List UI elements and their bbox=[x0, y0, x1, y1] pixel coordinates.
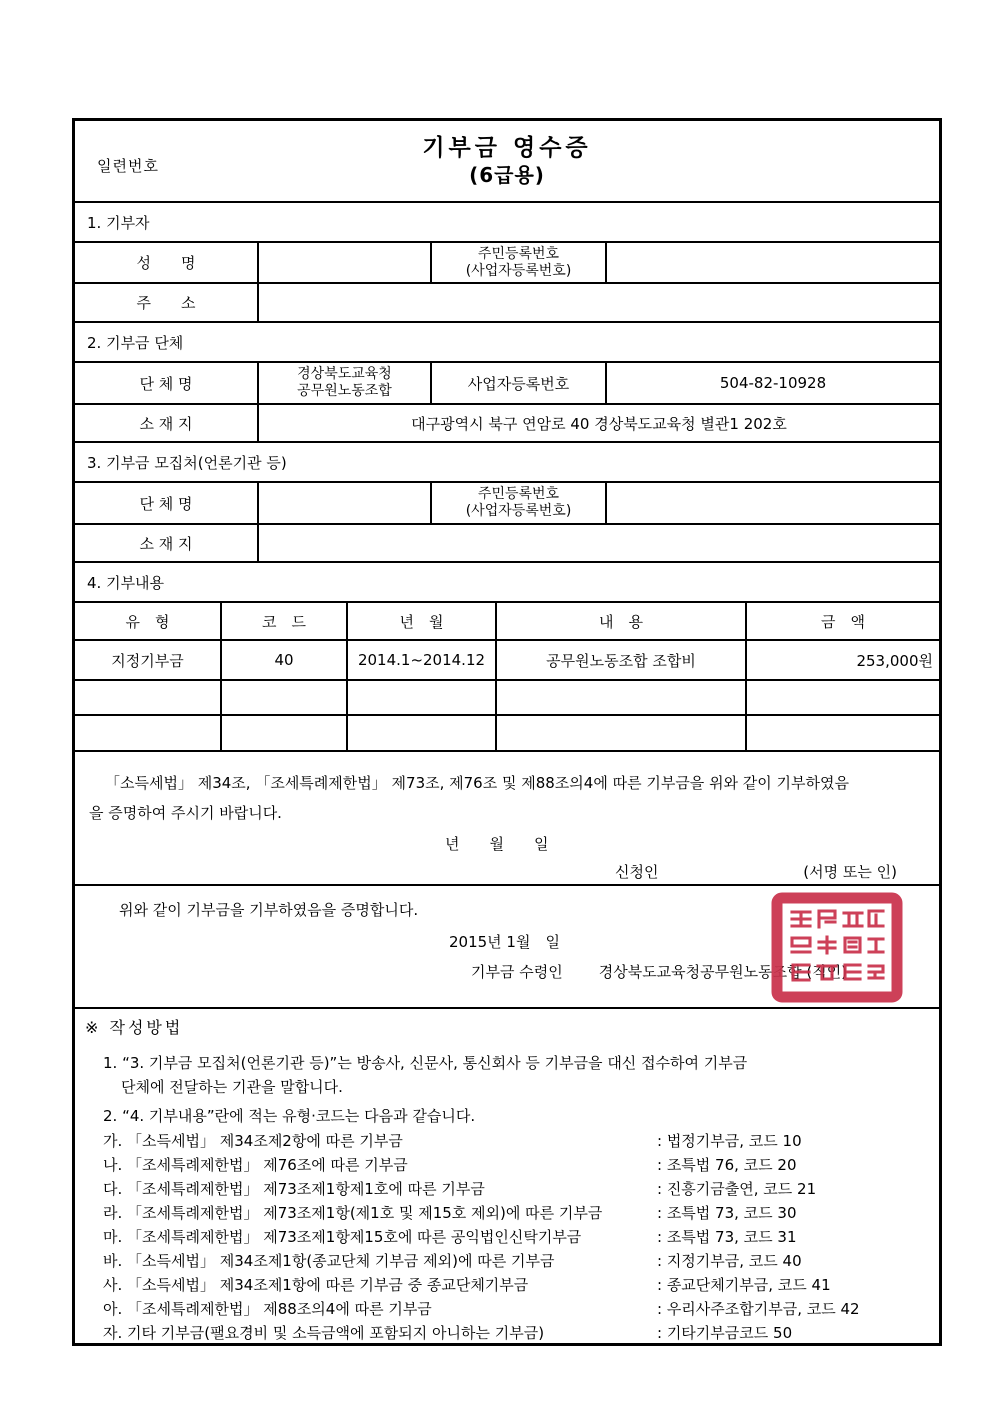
recipient-value: 경상북도교육청공무원노동조합 (직인) bbox=[598, 963, 848, 981]
form-title: 기부금 영수증 bbox=[422, 135, 592, 162]
donor-id-label: 주민등록번호 (사업자등록번호) bbox=[430, 243, 605, 282]
organization-bizno-label: 사업자등록번호 bbox=[430, 363, 605, 403]
organization-name-value: 경상북도교육청 공무원노동조합 bbox=[257, 363, 430, 403]
detail-code: 40 bbox=[220, 641, 346, 679]
organization-name-row bbox=[75, 363, 939, 405]
collector-address-label: 소 재 지 bbox=[139, 534, 193, 553]
col-header-type: 유 형 bbox=[125, 612, 170, 631]
table-row bbox=[75, 716, 939, 752]
official-seal-stamp-icon bbox=[769, 891, 905, 1004]
table-row bbox=[75, 641, 939, 681]
donor-id-value bbox=[605, 243, 939, 282]
certification-statement: 위와 같이 기부금을 기부하였음을 증명합니다. bbox=[119, 901, 419, 919]
table-row bbox=[75, 681, 939, 716]
col-header-amount: 금 액 bbox=[745, 603, 939, 639]
detail-amount: 253,000원 bbox=[745, 641, 939, 679]
section-collector-heading: 3. 기부금 모집처(언론기관 등) bbox=[75, 443, 939, 483]
applicant-sign-row bbox=[75, 856, 939, 884]
collector-address-row bbox=[75, 525, 939, 563]
applicant-label: 신청인 bbox=[615, 863, 659, 881]
section-organization-heading: 2. 기부금 단체 bbox=[75, 323, 939, 363]
request-statement-line1: 「소득세법」 제34조, 「조세특례제한법」 제73조, 제76조 및 제88조의4에 따른 기부금을 위와 같이 기부하였음 bbox=[105, 774, 850, 792]
donor-address-label: 주 소 bbox=[136, 294, 196, 312]
donation-receipt-form bbox=[72, 118, 942, 1346]
details-header-row bbox=[75, 603, 939, 641]
collector-name-value bbox=[257, 483, 430, 523]
detail-type: 지정기부금 bbox=[111, 651, 184, 670]
recipient-label: 기부금 수령인 bbox=[471, 963, 563, 981]
donor-address-row bbox=[75, 284, 939, 323]
col-header-period: 년 월 bbox=[346, 603, 495, 639]
note-item-1-line1: 1. “3. 기부금 모집처(언론기관 등)”는 방송사, 신문사, 통신회사 등 기부금을 대신 접수하여 기부금 bbox=[103, 1054, 748, 1072]
collector-id-label: 주민등록번호 (사업자등록번호) bbox=[430, 483, 605, 523]
section-donor-heading: 1. 기부자 bbox=[75, 203, 939, 243]
detail-period: 2014.1~2014.12 bbox=[346, 641, 495, 679]
col-header-content: 내 용 bbox=[495, 603, 745, 639]
form-subtitle: (6급용) bbox=[469, 162, 545, 187]
list-item: 나. 「조세특례제한법」 제76조에 따른 기부금 : 조특법 76, 코드 20 bbox=[103, 1156, 797, 1174]
request-statement-block bbox=[75, 752, 939, 886]
list-item: 사. 「소득세법」 제34조제1항에 따른 기부금 중 종교단체기부금 : 종교단체기부금, 코드 41 bbox=[103, 1276, 831, 1294]
donor-name-value bbox=[257, 243, 430, 282]
organization-bizno-value: 504-82-10928 bbox=[605, 363, 939, 403]
collector-address-value bbox=[257, 525, 939, 561]
form-title-block bbox=[422, 134, 591, 188]
note-item-1-line2: 단체에 전달하는 기관을 말합니다. bbox=[121, 1078, 343, 1096]
notes-block bbox=[75, 1009, 939, 1343]
serial-number-label: 일련번호 bbox=[97, 157, 159, 175]
request-date-line: 년 월 일 bbox=[445, 835, 549, 853]
note-item-2: 2. “4. 기부내용”란에 적는 유형·코드는 다음과 같습니다. bbox=[103, 1107, 476, 1125]
detail-content: 공무원노동조합 조합비 bbox=[495, 641, 745, 679]
collector-id-value bbox=[605, 483, 939, 523]
collector-name-label: 단 체 명 bbox=[139, 494, 193, 513]
certification-block bbox=[75, 886, 939, 1009]
organization-name-label: 단 체 명 bbox=[139, 374, 193, 393]
col-header-code: 코 드 bbox=[220, 603, 346, 639]
notes-heading: ※ 작성방법 bbox=[85, 1018, 184, 1037]
list-item: 마. 「조세특례제한법」 제73조제1항제15호에 따른 공익법인신탁기부금 : 조특법 73, 코드 31 bbox=[103, 1228, 797, 1246]
organization-address-value: 대구광역시 북구 연암로 40 경상북도교육청 별관1 202호 bbox=[257, 405, 939, 441]
request-statement-line2: 을 증명하여 주시기 바랍니다. bbox=[89, 804, 282, 822]
donor-name-label: 성 명 bbox=[136, 254, 196, 272]
organization-address-row bbox=[75, 405, 939, 443]
collector-name-row bbox=[75, 483, 939, 525]
list-item: 다. 「조세특례제한법」 제73조제1항제1호에 따른 기부금 : 진흥기금출연, 코드 21 bbox=[103, 1180, 817, 1198]
list-item: 자. 기타 기부금(팰요경비 및 소득금액에 포함되지 아니하는 기부금) : 기타기부금코드 50 bbox=[103, 1324, 793, 1342]
donor-address-value bbox=[257, 284, 939, 321]
donation-code-list bbox=[75, 1129, 939, 1343]
certification-date: 2015년 1월 일 bbox=[449, 933, 560, 951]
list-item: 아. 「조세특례제한법」 제88조의4에 따른 기부금 : 우리사주조합기부금, 코드 42 bbox=[103, 1300, 860, 1318]
section-details-heading: 4. 기부내용 bbox=[75, 563, 939, 603]
organization-address-label: 소 재 지 bbox=[139, 414, 193, 433]
list-item: 바. 「소득세법」 제34조제1항(종교단체 기부금 제외)에 따른 기부금 : 지정기부금, 코드 40 bbox=[103, 1252, 802, 1270]
list-item: 라. 「조세특례제한법」 제73조제1항(제1호 및 제15호 제외)에 따른 기부금 : 조특법 73, 코드 30 bbox=[103, 1204, 797, 1222]
signature-note: (서명 또는 인) bbox=[803, 863, 897, 881]
list-item: 가. 「소득세법」 제34조제2항에 따른 기부금 : 법정기부금, 코드 10 bbox=[103, 1132, 802, 1150]
donor-name-row bbox=[75, 243, 939, 284]
title-row bbox=[75, 121, 939, 203]
